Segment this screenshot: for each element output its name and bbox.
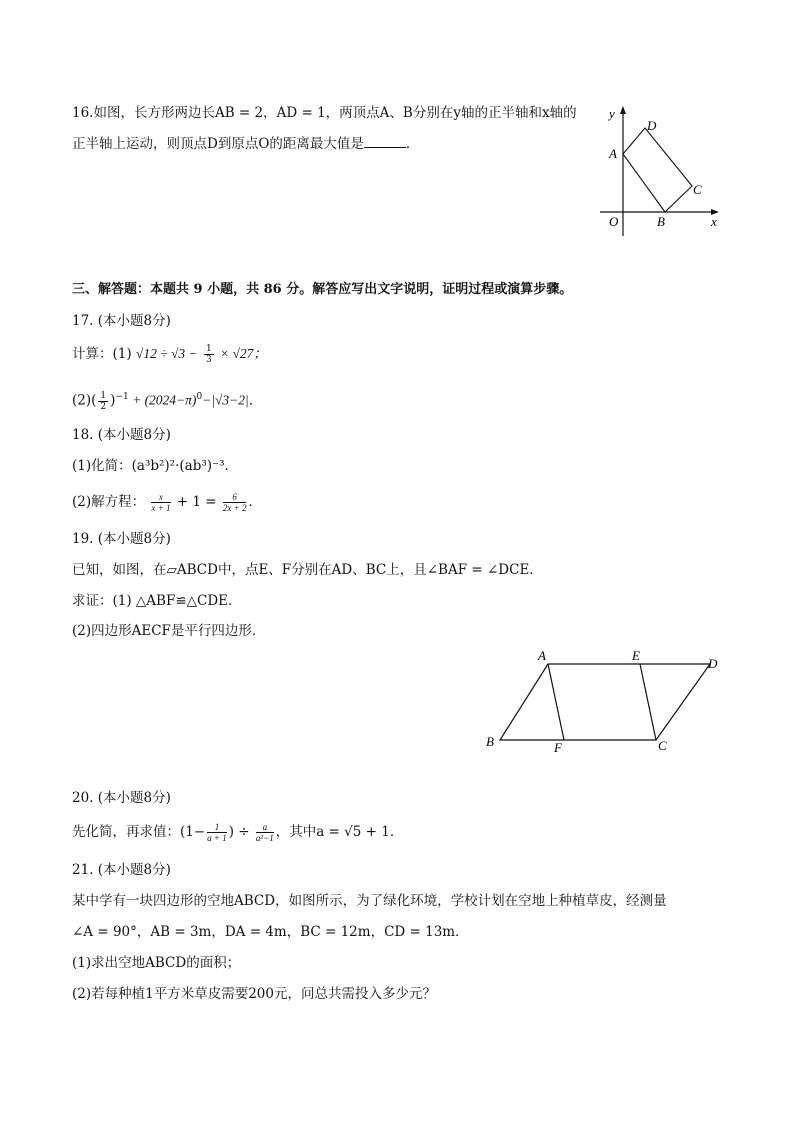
q21-line4: (2)若每种植1平方米草皮需要200元，问总共需投入多少元？ (72, 986, 436, 1002)
frac-num: 6 (223, 492, 247, 503)
q18-frac-1 (151, 492, 170, 513)
label-o: O (609, 214, 619, 229)
q17-l2-a: (2) (72, 392, 92, 409)
q16-line2 (72, 135, 419, 153)
label-a: A (609, 146, 617, 161)
segment-af (548, 664, 564, 740)
q17-l2-exp: −1 (115, 392, 129, 402)
rectangle-abcd (623, 128, 692, 212)
label-c: C (658, 738, 667, 753)
q19-head: 19. (本小题8分) (72, 531, 171, 547)
q18-l2-a: (2)解方程： (72, 494, 146, 510)
parallelogram-abcd (500, 664, 710, 740)
q17-l2-e: −|√3−2|． (202, 392, 263, 408)
q17-l1-b: √12 ÷ √3 − (135, 346, 198, 361)
label-b: B (657, 214, 665, 229)
frac-num: a (256, 822, 274, 833)
q19-line1: 已知，如图，在▱ABCD中，点E、F分别在AD、BC上，且∠BAF = ∠DCE． (72, 562, 543, 578)
q17-line2: (2)( $\frac{1}{2}$ )$^{-1} + (2024-\pi)^0-|√3-2|$． (72, 390, 263, 412)
frac-den: x + 1 (151, 503, 171, 513)
frac-den: a²−1 (255, 833, 274, 843)
label-y: y (609, 106, 615, 121)
frac-den: 2 (100, 401, 107, 412)
q18-l2-c: ． (248, 494, 262, 510)
q21-line2: ∠A = 90°，AB = 3m，DA = 4m，BC = 12m，CD = 13m． (72, 924, 469, 940)
q16-figure (595, 100, 725, 240)
q20-frac-2 (256, 822, 274, 843)
label-x: x (711, 214, 717, 229)
label-a: A (538, 648, 546, 663)
frac-den: a + 1 (207, 833, 227, 843)
q18-l2-b: + 1 = (176, 494, 217, 510)
q20-l1-b: ) ÷ (228, 824, 250, 840)
frac-num: x (151, 492, 170, 503)
q18-line1: (1)化简：(a³b²)²·(ab³)⁻³． (72, 458, 239, 474)
frac-num: 1 (207, 822, 227, 833)
q20-line1 (72, 820, 403, 844)
q16-line2-end: ． (405, 136, 420, 152)
q19-parallelogram-figure (480, 648, 730, 758)
label-d: D (708, 656, 718, 671)
section-three-heading: 三、解答题：本题共 9 小题，共 86 分。解答应写出文字说明，证明过程或演算步骤。 (72, 282, 573, 297)
label-b: B (486, 734, 494, 749)
q17-l2-c: + (2024−π) (128, 392, 197, 408)
label-c: C (693, 182, 702, 197)
q21-line3: (1)求出空地ABCD的面积； (72, 955, 241, 971)
q17-l2-exp0: 0 (196, 392, 203, 402)
frac-num: 1 (100, 390, 107, 401)
q21-head: 21. (本小题8分) (72, 862, 171, 878)
q19-line2: 求证：(1) △ABF≌△CDE． (72, 593, 242, 609)
answer-blank (364, 135, 406, 148)
label-f: F (554, 740, 562, 755)
q20-head: 20. (本小题8分) (72, 790, 171, 806)
q20-l1-c: ，其中a = √5 + 1． (275, 824, 404, 840)
q17-l1-c: × √27； (219, 346, 267, 361)
q17-l1-a: 计算：(1) (72, 346, 132, 362)
q18-line2 (72, 490, 262, 514)
q16-line2-text: 正半轴上运动，则顶点D到原点O的距离最大值是 (72, 136, 364, 152)
q17-frac-1-2 (98, 391, 108, 412)
q16-line1: 16.如图，长方形两边长AB = 2，AD = 1，两顶点A、B分别在y轴的正半轴和x轴的 (72, 105, 577, 121)
q19-line3: (2)四边形AECF是平行四边形． (72, 623, 266, 639)
q17-frac-1-3 (204, 344, 214, 365)
y-axis-arrow (620, 106, 626, 114)
frac-num: 1 (205, 344, 212, 354)
q18-frac-2 (223, 492, 247, 513)
label-d: D (647, 118, 657, 133)
q21-line1: 某中学有一块四边形的空地ABCD，如图所示，为了绿化环境，学校计划在空地上种植草皮，经测量 (72, 893, 667, 909)
q20-frac-1 (207, 822, 227, 843)
q17-line1 (72, 342, 267, 366)
label-e: E (632, 648, 640, 663)
frac-den: 3 (205, 355, 212, 365)
q17-head: 17. (本小题8分) (72, 313, 171, 329)
segment-ec (640, 664, 656, 740)
q20-l1-a: 先化简，再求值：(1− (72, 824, 206, 840)
q18-head: 18. (本小题8分) (72, 427, 171, 443)
frac-den: 2x + 2 (222, 503, 247, 513)
